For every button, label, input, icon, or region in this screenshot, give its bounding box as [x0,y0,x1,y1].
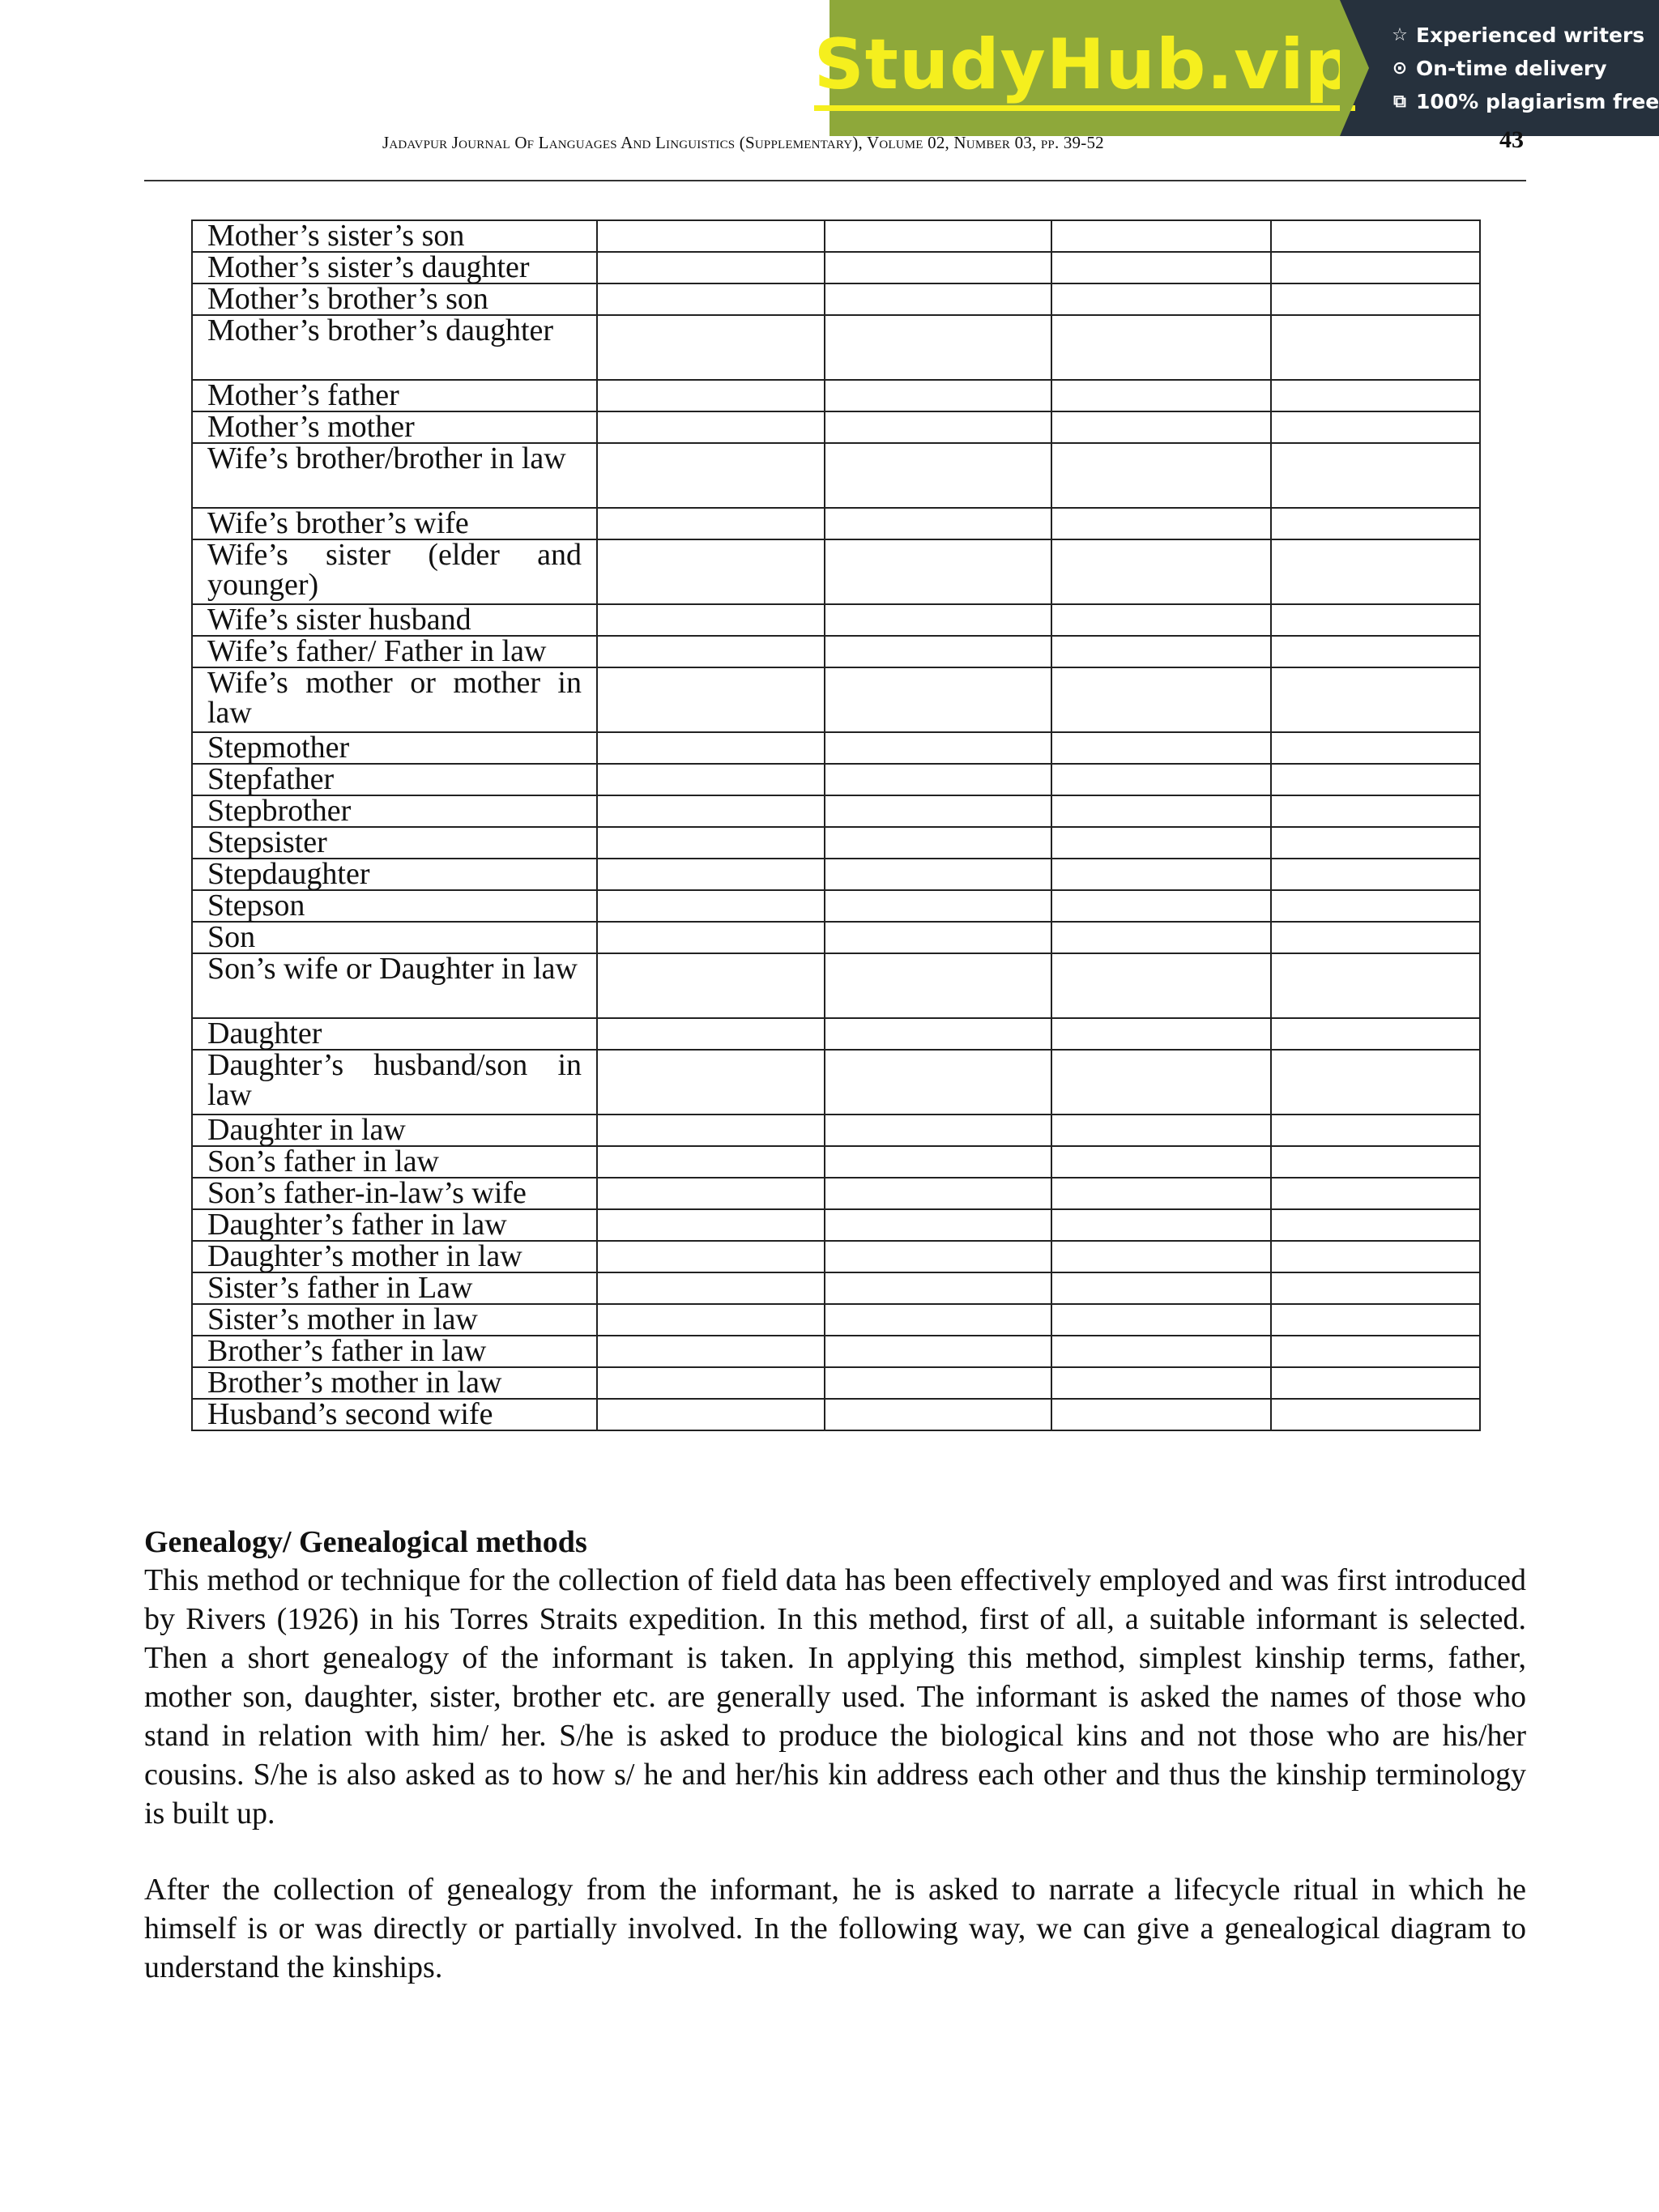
kin-term-cell: Daughter’s husband/son in law [192,1050,597,1115]
kin-term-cell: Stepmother [192,732,597,764]
empty-cell [1271,508,1480,539]
empty-cell [597,953,825,1018]
empty-cell [597,1115,825,1146]
table-row [192,890,1480,922]
table-row [192,1018,1480,1050]
empty-cell [597,1050,825,1115]
empty-cell [1271,1178,1480,1209]
empty-cell [1271,890,1480,922]
kin-term-cell: Stepsister [192,827,597,859]
empty-cell [1271,411,1480,443]
empty-cell [825,827,1051,859]
empty-cell [1051,220,1271,252]
empty-cell [1051,764,1271,795]
star-icon: ☆ [1392,24,1408,45]
kin-term-cell: Wife’s sister husband [192,604,597,636]
empty-cell [825,890,1051,922]
table-row [192,1336,1480,1367]
empty-cell [597,443,825,508]
journal-name: Jadavpur Journal Of Languages And Linguistics [382,133,736,152]
feature-label: On-time delivery [1416,56,1607,80]
kin-term-cell: Mother’s mother [192,411,597,443]
empty-cell [1271,1399,1480,1430]
empty-cell [1051,252,1271,283]
paragraph-lifecycle-ritual: After the collection of genealogy from the informant, he is asked to narrate a lifecycle ritual in which he himself is or was directly or partially involved. In the following way, we can give a genealogical diagram to understand the kinships. [144,1873,1526,1984]
empty-cell [1051,859,1271,890]
table-row [192,1146,1480,1178]
kin-term-cell: Mother’s sister’s son [192,220,597,252]
kin-term-cell: Mother’s brother’s daughter [192,315,597,380]
empty-cell [1271,539,1480,604]
kinship-table-body [192,220,1480,1430]
empty-cell [1051,283,1271,315]
empty-cell [1271,1272,1480,1304]
empty-cell [1271,443,1480,508]
empty-cell [1051,1115,1271,1146]
empty-cell [1271,953,1480,1018]
empty-cell [597,636,825,667]
empty-cell [825,953,1051,1018]
feature-label: 100% plagiarism free [1416,89,1659,113]
empty-cell [1051,1209,1271,1241]
table-row [192,411,1480,443]
empty-cell [597,380,825,411]
table-row [192,380,1480,411]
empty-cell [825,732,1051,764]
empty-cell [1051,1178,1271,1209]
empty-cell [597,890,825,922]
empty-cell [825,922,1051,953]
empty-cell [825,283,1051,315]
kin-term-cell: Brother’s father in law [192,1336,597,1367]
empty-cell [825,1050,1051,1115]
empty-cell [1271,220,1480,252]
empty-cell [825,667,1051,732]
kin-term-cell: Brother’s mother in law [192,1367,597,1399]
empty-cell [825,636,1051,667]
empty-cell [825,1304,1051,1336]
kin-term-cell: Son [192,922,597,953]
empty-cell [597,732,825,764]
empty-cell [1051,732,1271,764]
empty-cell [597,1367,825,1399]
empty-cell [1271,604,1480,636]
empty-cell [1271,827,1480,859]
empty-cell [1051,1367,1271,1399]
kin-term-cell: Wife’s brother/brother in law [192,443,597,508]
empty-cell [597,764,825,795]
table-row [192,732,1480,764]
feature-label: Experienced writers [1416,23,1645,47]
logo-text: StudyHub.vip [814,26,1355,111]
table-row [192,859,1480,890]
kin-term-cell: Sister’s father in Law [192,1272,597,1304]
running-header [382,133,1104,153]
empty-cell [1271,1209,1480,1241]
kin-term-cell: Wife’s brother’s wife [192,508,597,539]
kin-term-cell: Mother’s father [192,380,597,411]
feature-on-time-delivery [1390,57,1659,80]
header-divider [144,180,1526,181]
copy-icon: ⧉ [1393,91,1406,112]
empty-cell [1051,508,1271,539]
empty-cell [597,1146,825,1178]
empty-cell [825,795,1051,827]
empty-cell [1051,1304,1271,1336]
empty-cell [825,1178,1051,1209]
empty-cell [597,539,825,604]
empty-cell [1051,1272,1271,1304]
empty-cell [1051,411,1271,443]
empty-cell [597,1272,825,1304]
banner-features [1340,0,1659,136]
kin-term-cell: Son’s father in law [192,1146,597,1178]
empty-cell [825,604,1051,636]
empty-cell [1051,1018,1271,1050]
kin-term-cell: Daughter’s mother in law [192,1241,597,1272]
empty-cell [1271,859,1480,890]
empty-cell [825,508,1051,539]
empty-cell [1271,795,1480,827]
kin-term-cell: Wife’s sister (elder and younger) [192,539,597,604]
empty-cell [825,443,1051,508]
empty-cell [1271,1050,1480,1115]
empty-cell [825,1336,1051,1367]
empty-cell [825,859,1051,890]
empty-cell [1271,1018,1480,1050]
empty-cell [825,1241,1051,1272]
empty-cell [825,252,1051,283]
feature-plagiarism-free [1390,90,1659,113]
kin-term-cell: Daughter in law [192,1115,597,1146]
kin-term-cell: Wife’s mother or mother in law [192,667,597,732]
empty-cell [597,1209,825,1241]
table-row [192,1050,1480,1115]
empty-cell [597,1336,825,1367]
empty-cell [825,1399,1051,1430]
empty-cell [1051,827,1271,859]
empty-cell [1051,443,1271,508]
empty-cell [825,220,1051,252]
empty-cell [1271,1336,1480,1367]
empty-cell [825,1146,1051,1178]
table-row [192,1115,1480,1146]
empty-cell [1271,1146,1480,1178]
table-row [192,827,1480,859]
empty-cell [1051,1241,1271,1272]
kin-term-cell: Mother’s brother’s son [192,283,597,315]
journal-supplement: (Supplementary) [739,133,859,152]
empty-cell [1051,1399,1271,1430]
empty-cell [1271,283,1480,315]
table-row [192,604,1480,636]
table-row [192,508,1480,539]
empty-cell [597,1304,825,1336]
kin-term-cell: Sister’s mother in law [192,1304,597,1336]
kin-term-cell: Wife’s father/ Father in law [192,636,597,667]
table-row [192,764,1480,795]
empty-cell [1051,380,1271,411]
empty-cell [597,1241,825,1272]
empty-cell [597,1178,825,1209]
kinship-terms-table [191,219,1481,1431]
table-row [192,795,1480,827]
empty-cell [825,1115,1051,1146]
empty-cell [1271,922,1480,953]
empty-cell [825,1209,1051,1241]
kin-term-cell: Son’s wife or Daughter in law [192,953,597,1018]
empty-cell [597,859,825,890]
empty-cell [1271,1115,1480,1146]
empty-cell [1051,795,1271,827]
kin-term-cell: Stepson [192,890,597,922]
table-row [192,1272,1480,1304]
table-row [192,1241,1480,1272]
empty-cell [1051,667,1271,732]
empty-cell [1271,252,1480,283]
empty-cell [597,1018,825,1050]
clock-icon: ⊙ [1392,58,1408,79]
studyhub-banner[interactable] [813,0,1659,136]
empty-cell [825,1018,1051,1050]
page-number: 43 [1499,126,1524,153]
empty-cell [597,220,825,252]
empty-cell [597,922,825,953]
kin-term-cell: Stepfather [192,764,597,795]
empty-cell [825,1367,1051,1399]
kin-term-cell: Husband’s second wife [192,1399,597,1430]
section-title: Genealogy/ Genealogical methods [144,1525,587,1559]
empty-cell [597,508,825,539]
kin-term-cell: Son’s father-in-law’s wife [192,1178,597,1209]
empty-cell [597,827,825,859]
kin-term-cell: Stepbrother [192,795,597,827]
empty-cell [597,795,825,827]
table-row [192,1178,1480,1209]
kin-term-cell: Daughter [192,1018,597,1050]
empty-cell [1051,539,1271,604]
kin-term-cell: Mother’s sister’s daughter [192,252,597,283]
feature-experienced-writers [1390,23,1659,47]
empty-cell [1051,636,1271,667]
studyhub-logo[interactable] [813,0,1356,136]
table-row [192,539,1480,604]
table-row [192,1209,1480,1241]
empty-cell [597,667,825,732]
empty-cell [825,539,1051,604]
kin-term-cell: Stepdaughter [192,859,597,890]
table-row [192,922,1480,953]
empty-cell [825,764,1051,795]
empty-cell [1271,1367,1480,1399]
empty-cell [1051,604,1271,636]
empty-cell [597,283,825,315]
empty-cell [1271,636,1480,667]
table-row [192,315,1480,380]
empty-cell [825,411,1051,443]
paragraph-genealogy-method: This method or technique for the collection of field data has been effectively employed and was first introduced by Rivers (1926) in his Torres Straits expedition. In this method, first of all, a suitable informant is selected. Then a short genealogy of the informant is taken. In applying this method, simplest kinship terms, father, mother son, daughter, sister, brother etc. are generally used. The informant is asked the names of those who stand in relation with him/ her. S/he is asked to produce the biological kins and not those who are his/her cousins. S/he is also asked as to how s/ he and her/his kin address each other and thus the kinship terminology is built up. [144,1563,1526,1831]
empty-cell [1051,922,1271,953]
empty-cell [1271,667,1480,732]
empty-cell [1051,953,1271,1018]
empty-cell [825,380,1051,411]
table-row [192,252,1480,283]
empty-cell [825,1272,1051,1304]
table-row [192,1399,1480,1430]
empty-cell [1271,380,1480,411]
table-row [192,220,1480,252]
table-row [192,1304,1480,1336]
kin-term-cell: Daughter’s father in law [192,1209,597,1241]
empty-cell [1051,1146,1271,1178]
table-row [192,283,1480,315]
empty-cell [825,315,1051,380]
empty-cell [1271,1304,1480,1336]
table-row [192,667,1480,732]
journal-volume: , Volume 02, Number 03, pp. 39-52 [858,133,1104,152]
table-row [192,1367,1480,1399]
empty-cell [1051,1050,1271,1115]
empty-cell [597,252,825,283]
empty-cell [597,411,825,443]
empty-cell [1051,315,1271,380]
empty-cell [1051,1336,1271,1367]
empty-cell [597,604,825,636]
table-row [192,953,1480,1018]
empty-cell [1271,764,1480,795]
table-row [192,636,1480,667]
table-row [192,443,1480,508]
empty-cell [597,315,825,380]
empty-cell [1271,732,1480,764]
empty-cell [1271,315,1480,380]
empty-cell [1271,1241,1480,1272]
empty-cell [1051,890,1271,922]
empty-cell [597,1399,825,1430]
